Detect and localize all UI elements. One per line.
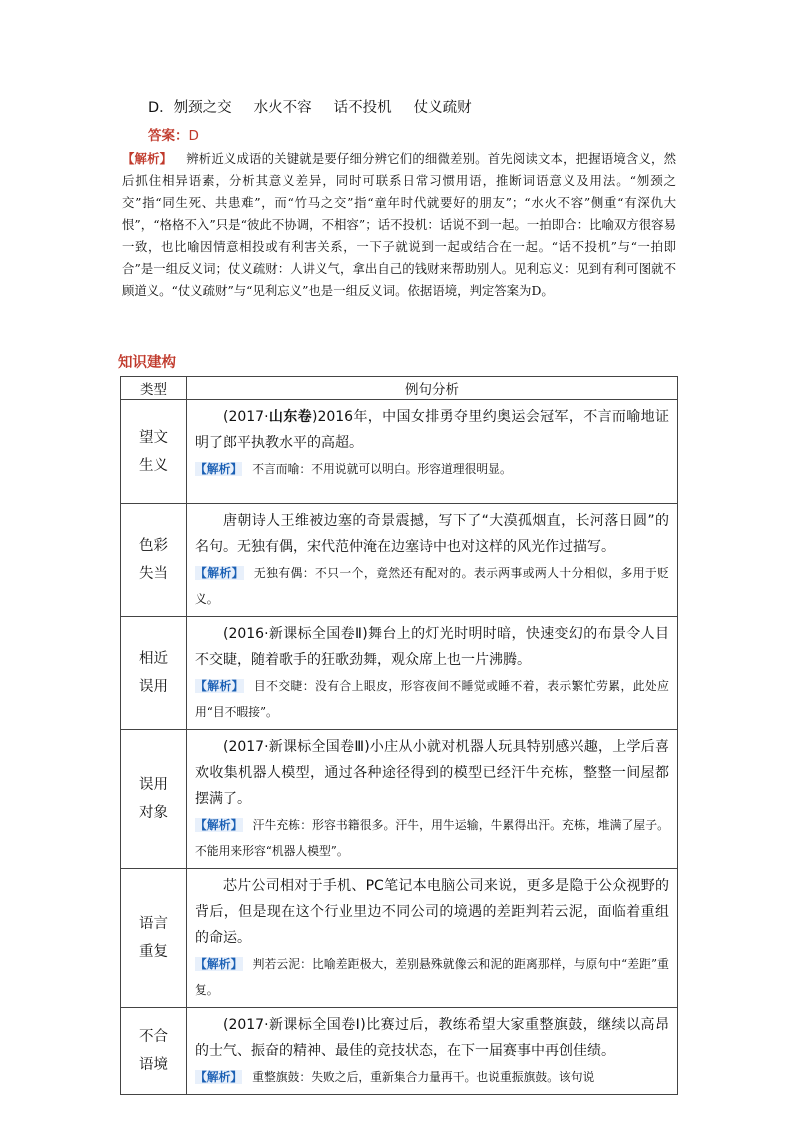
answer-line [148, 124, 199, 144]
example-note [195, 812, 669, 864]
option-item: 话不投机 [333, 100, 392, 116]
type-cell [121, 400, 187, 504]
example-sentence [195, 734, 669, 812]
type-label: 语境 [139, 1057, 168, 1073]
example-sentence [195, 1012, 669, 1064]
example-note [195, 951, 669, 1003]
answer-label: 答案： [148, 128, 189, 144]
note-tag: 【解析】 [195, 679, 244, 693]
answer-value: D [188, 128, 199, 144]
table-row [121, 617, 678, 730]
note-text: 重整旗鼓：失败之后，重新集合力量再干。也说重振旗鼓。该句说 [252, 1070, 595, 1084]
type-label: 语言 [139, 916, 168, 932]
example-cell [187, 617, 678, 730]
example-cell [187, 730, 678, 869]
header-type: 类型 [121, 377, 187, 400]
type-label: 对象 [139, 805, 168, 821]
type-label: 重复 [139, 944, 168, 960]
example-source: 山东卷 [268, 409, 312, 425]
example-text: 芯片公司相对于手机、PC笔记本电脑公司来说，更多是隐于公众视野的背后，但是现在这个行业里边不同公司的境遇的差距判若云泥，面临着重组的命运。 [195, 878, 669, 946]
note-text: 判若云泥：比喻差距极大，差别悬殊就像云和泥的距离那样，与原句中“差距”重复。 [195, 957, 669, 997]
type-label: 色彩 [139, 538, 168, 554]
analysis-text: 辨析近义成语的关键就是要仔细分辨它们的细微差别。首先阅读文本，把握语境含义，然后抓住相异语素，分析其意义差异，同时可联系日常习惯用语，推断词语意义及用法。“刎颈之交”指“同生死、共患难”，而“竹马之交”指“童年时代就要好的朋友”；“水火不容”侧重“有深仇大恨”，“格格不入”只是“彼此不协调，不相容”；话不投机：话说不到一起。一拍即合：比喻双方很容易一致，也比喻因情意相投或有利害关系，一下子就说到一起或结合在一起。“话不投机”与“一拍即合”是一组反义词；仗义疏财：人讲义气，拿出自己的钱财来帮助别人。见利忘义：见到有利可图就不顾道义。“仗义疏财”与“见利忘义”也是一组反义词。依据语境，判定答案为D。 [122, 151, 677, 298]
example-note [195, 1064, 669, 1090]
example-text: (2016·新课标全国卷Ⅱ)舞台上的灯光时明时暗，快速变幻的布景令人目不交睫，随着歌手的狂歌劲舞，观众席上也一片沸腾。 [195, 626, 669, 668]
example-cell [187, 400, 678, 504]
type-label: 相近 [139, 651, 168, 667]
option-letter: D． [148, 100, 174, 116]
table-row [121, 730, 678, 869]
note-tag: 【解析】 [195, 818, 243, 832]
example-sentence [195, 621, 669, 673]
header-example: 例句分析 [187, 377, 678, 400]
note-text: 目不交睫：没有合上眼皮，形容夜间不睡觉或睡不着，表示繁忙劳累，此处应用“目不暇接”。 [195, 679, 669, 719]
example-note [195, 560, 669, 612]
analysis-tag: 【解析】 [122, 151, 173, 166]
type-label: 望文 [139, 429, 168, 446]
type-cell [121, 617, 187, 730]
example-cell [187, 869, 678, 1008]
option-item: 水火不容 [253, 100, 312, 116]
note-text: 不言而喻：不用说就可以明白。形容道理很明显。 [252, 462, 512, 476]
note-text: 无独有偶：不只一个，竟然还有配对的。表示两事或两人十分相似，多用于贬义。 [195, 566, 669, 606]
example-cell [187, 1008, 678, 1095]
type-label: 失当 [139, 566, 168, 582]
type-cell [121, 1008, 187, 1095]
example-text: )2016年，中国女排勇夺里约奥运会冠军，不言而喻地证明了郎平执教水平的高超。 [195, 409, 670, 451]
type-label: 不合 [139, 1029, 168, 1045]
option-item: 仗义疏财 [413, 100, 472, 116]
type-label: 误用 [139, 679, 168, 695]
note-tag: 【解析】 [195, 1070, 243, 1084]
example-note [195, 673, 669, 725]
example-sentence [195, 404, 669, 456]
example-cell [187, 504, 678, 617]
example-sentence [195, 508, 669, 560]
table-row [121, 1008, 678, 1095]
note-tag: 【解析】 [195, 462, 243, 476]
analysis-paragraph [122, 148, 676, 302]
table-row [121, 504, 678, 617]
table-row [121, 400, 678, 504]
example-note [195, 456, 669, 482]
type-label: 生义 [139, 457, 168, 474]
knowledge-table [120, 376, 678, 1095]
note-text: 汗牛充栋：形容书籍很多。汗牛，用牛运输，牛累得出汗。充栋，堆满了屋子。不能用来形容“机器人模型”。 [195, 818, 669, 858]
type-cell [121, 504, 187, 617]
example-text: (2017· [223, 409, 269, 425]
example-sentence [195, 873, 669, 951]
note-tag: 【解析】 [195, 957, 243, 971]
type-cell [121, 730, 187, 869]
section-title: 知识建构 [118, 355, 176, 371]
example-text: (2017·新课标全国卷Ⅰ)比赛过后，教练希望大家重整旗鼓，继续以高昂的士气、振奋的精神、最佳的竞技状态，在下一届赛事中再创佳绩。 [195, 1017, 669, 1059]
type-cell [121, 869, 187, 1008]
note-tag: 【解析】 [195, 566, 244, 580]
option-item: 刎颈之交 [173, 100, 232, 116]
example-text: (2017·新课标全国卷Ⅲ)小庄从小就对机器人玩具特别感兴趣，上学后喜欢收集机器人模型，通过各种途径得到的模型已经汗牛充栋，整整一间屋都摆满了。 [195, 739, 669, 807]
option-d-line [148, 96, 472, 117]
table-header-row [121, 377, 678, 400]
type-label: 误用 [139, 777, 168, 793]
example-text: 唐朝诗人王维被边塞的奇景震撼，写下了“大漠孤烟直，长河落日圆”的名句。无独有偶，宋代范仲淹在边塞诗中也对这样的风光作过描写。 [195, 513, 669, 555]
table-row [121, 869, 678, 1008]
